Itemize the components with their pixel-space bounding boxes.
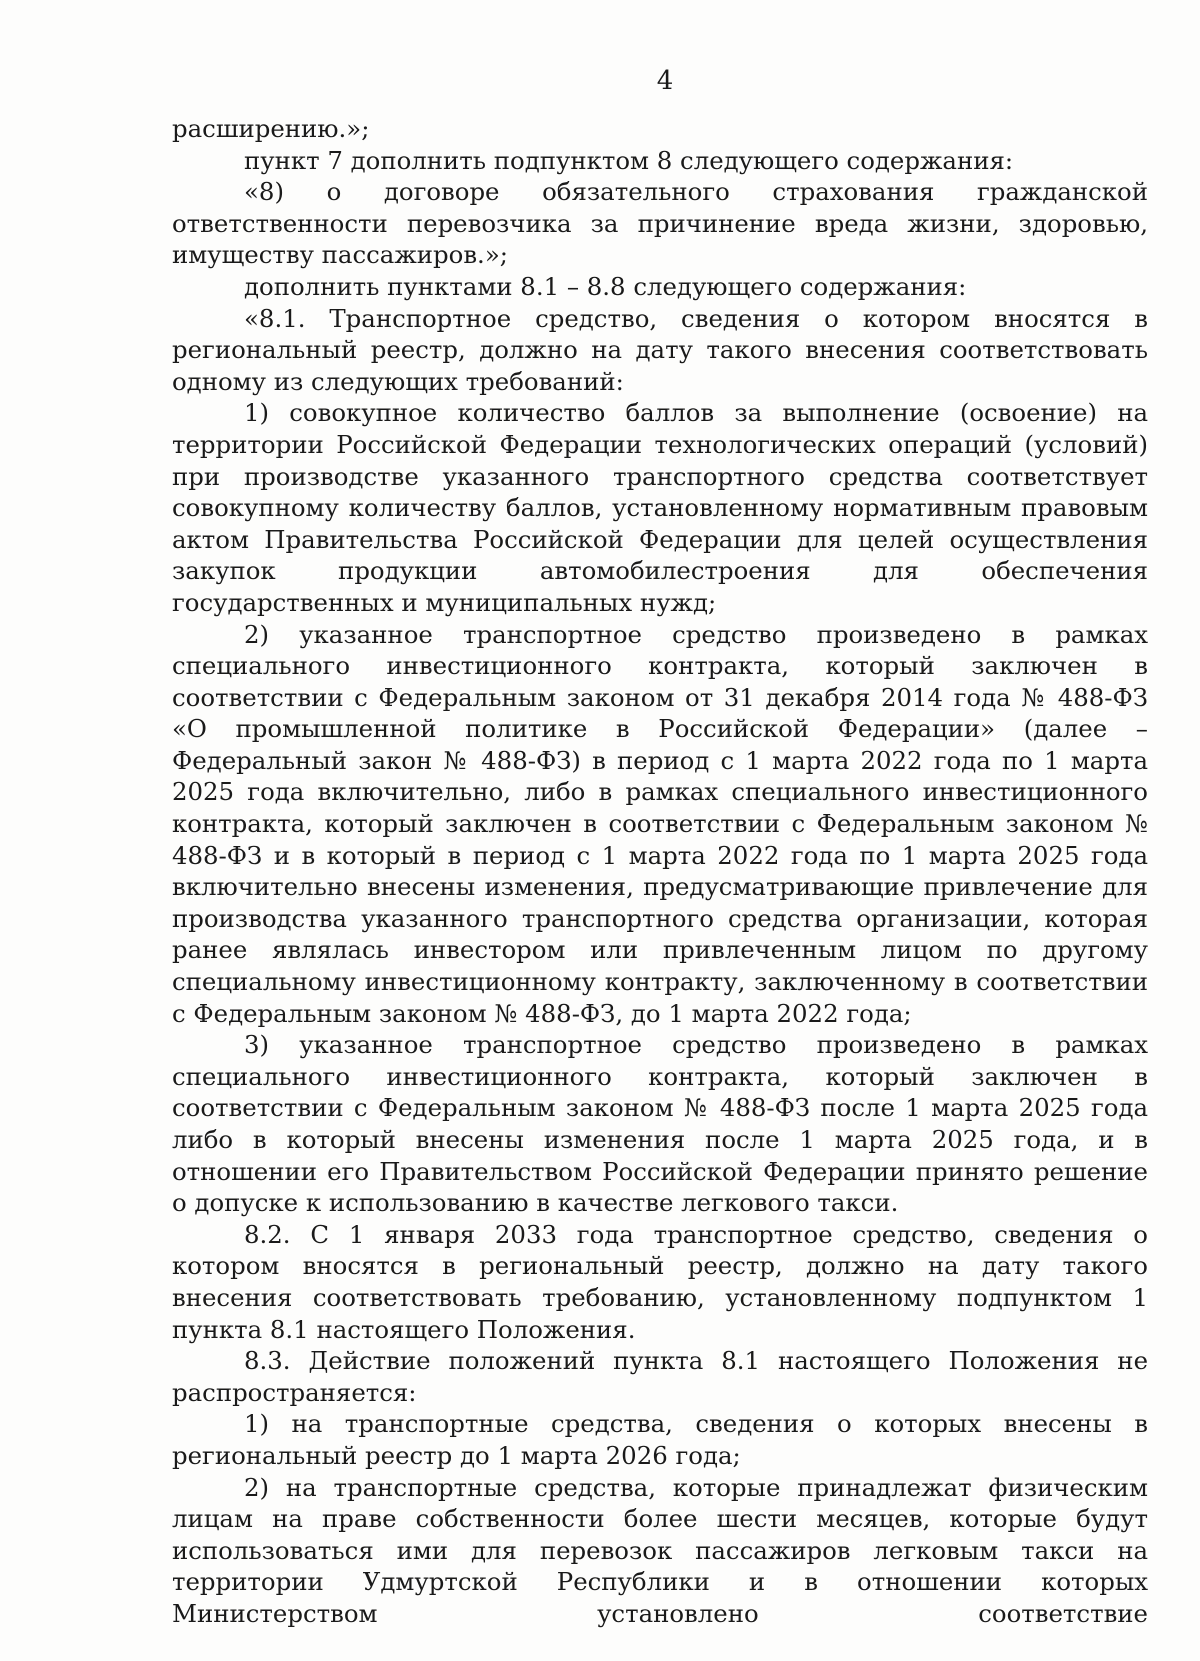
paragraph-subitem-8-insurance: «8) о договоре обязательного страхования гражданской ответственности перевозчика за причинение вреда жизни, здоровью, имуществу пассажиров.»; xyxy=(172,177,1148,270)
paragraph-add-items-intro: дополнить пунктами 8.1 – 8.8 следующего содержания: xyxy=(244,271,967,301)
paragraph-item-7-amendment: пункт 7 дополнить подпунктом 8 следующего содержания: xyxy=(244,145,1014,175)
document-body xyxy=(172,113,1148,1630)
paragraph-8-1-subitem-3: 3) указанное транспортное средство произведено в рамках специального инвестиционного контракта, который заключен в соответствии с Федеральным законом № 488-ФЗ после 1 марта 2025 года либо в который внесены изменения после 1 марта 2025 года, и в отношении его Правительством Российской Федерации принято решение о допуске к использованию в качестве легкового такси. xyxy=(172,1030,1148,1218)
paragraph-8-3: 8.3. Действие положений пункта 8.1 настоящего Положения не распространяется: xyxy=(172,1346,1148,1407)
paragraph-8-2: 8.2. С 1 января 2033 года транспортное средство, сведения о котором вносятся в региональный реестр, должно на дату такого внесения соответствовать требованию, установленному подпунктом 1 пункта 8.1 настоящего Положения. xyxy=(172,1219,1148,1344)
page-number: 4 xyxy=(656,66,674,96)
paragraph-8-3-subitem-1: 1) на транспортные средства, сведения о которых внесены в региональный реестр до 1 марта 2026 года; xyxy=(172,1409,1148,1470)
paragraph-8-1-subitem-1: 1) совокупное количество баллов за выполнение (освоение) на территории Российской Федерации технологических операций (условий) при производстве указанного транспортного средства соответствует совокупному количеству баллов, установленному нормативным правовым актом Правительства Российской Федерации для целей осуществления закупок продукции автомобилестроения для обеспечения государственных и муниципальных нужд; xyxy=(172,398,1148,617)
paragraph-8-1: «8.1. Транспортное средство, сведения о котором вносятся в региональный реестр, должно на дату такого внесения соответствовать одному из следующих требований: xyxy=(172,303,1148,396)
paragraph-8-1-subitem-2: 2) указанное транспортное средство произведено в рамках специального инвестиционного контракта, который заключен в соответствии с Федеральным законом от 31 декабря 2014 года № 488-ФЗ «О промышленной политике в Российской Федерации» (далее – Федеральный закон № 488-ФЗ) в период с 1 марта 2022 года по 1 марта 2025 года включительно, либо в рамках специального инвестиционного контракта, который заключен в соответствии с Федеральным законом № 488-ФЗ и в который в период с 1 марта 2022 года по 1 марта 2025 года включительно внесены изменения, предусматривающие привлечение для производства указанного транспортного средства организации, которая ранее являлась инвестором или привлеченным лицом по другому специальному инвестиционному контракту, заключенному в соответствии с Федеральным законом № 488-ФЗ, до 1 марта 2022 года; xyxy=(172,619,1148,1028)
paragraph-8-3-subitem-2: 2) на транспортные средства, которые принадлежат физическим лицам на праве собственности более шести месяцев, которые будут использоваться ими для перевозок пассажиров легковым такси на территории Удмуртской Республики и в отношении которых Министерством установлено соответствие xyxy=(172,1472,1148,1628)
paragraph-continuation: расширению.»; xyxy=(172,114,370,143)
